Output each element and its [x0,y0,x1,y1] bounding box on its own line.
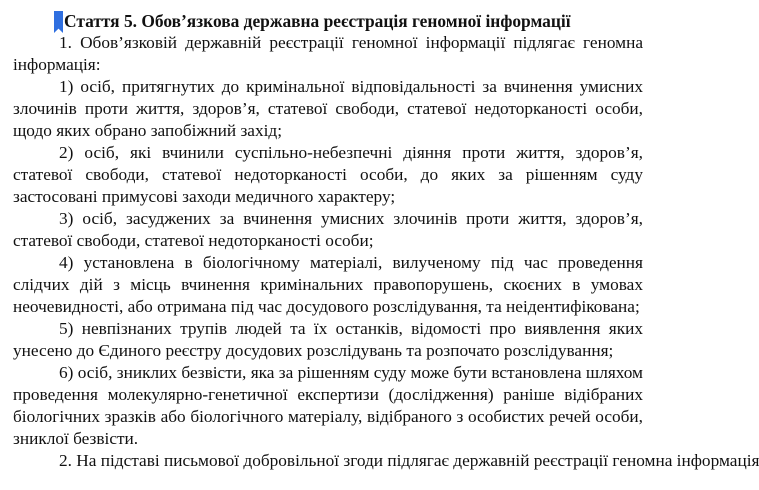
document-page [13,6,759,472]
paragraph-1: 1. Обов’язковій державній реєстрації геномної інформації підлягає геномна інформація: [13,33,643,74]
paragraph-item-4: 4) установлена в біологічному матеріалі, вилученому під час проведення слідчих дій з місць вчинення кримінальних правопорушень, скоєних в умовах неочевидності, або отримана під час досудового розслідування, та неідентифікована; [13,253,643,316]
bookmark-icon[interactable] [54,11,63,33]
paragraph-item-1: 1) осіб, притягнутих до кримінальної відповідальності за вчинення умисних злочинів проти життя, здоров’я, статевої свободи, статевої недоторканості особи, щодо яких обрано запобіжний захід; [13,77,643,140]
paragraph-item-6: 6) осіб, зниклих безвісти, яка за рішенням суду може бути встановлена шляхом проведення молекулярно-генетичної експертизи (дослідження) раніше відібраних біологічних зразків або біологічного матеріалу, відібраного з особистих речей особи, зниклої безвісти. [13,363,643,448]
article-title: Стаття 5. Обов’язкова державна реєстрація геномної інформації [64,11,571,31]
paragraph-2-partial: 2. На підставі письмової добровільної згоди підлягає державній реєстрації геномна інформація [59,451,759,470]
paragraph-item-5: 5) невпізнаних трупів людей та їх останків, відомості про виявлення яких унесено до Єдиного реєстру досудових розслідувань та розпочато розслідування; [13,319,643,360]
paragraph-item-3: 3) осіб, засуджених за вчинення умисних злочинів проти життя, здоров’я, статевої свободи, статевої недоторканості особи; [13,209,643,250]
paragraph-item-2: 2) осіб, які вчинили суспільно-небезпечні діяння проти життя, здоров’я, статевої свободи, статевої недоторканості особи, до яких за рішенням суду застосовані примусові заходи медичного характеру; [13,143,643,206]
article-heading [13,6,643,32]
